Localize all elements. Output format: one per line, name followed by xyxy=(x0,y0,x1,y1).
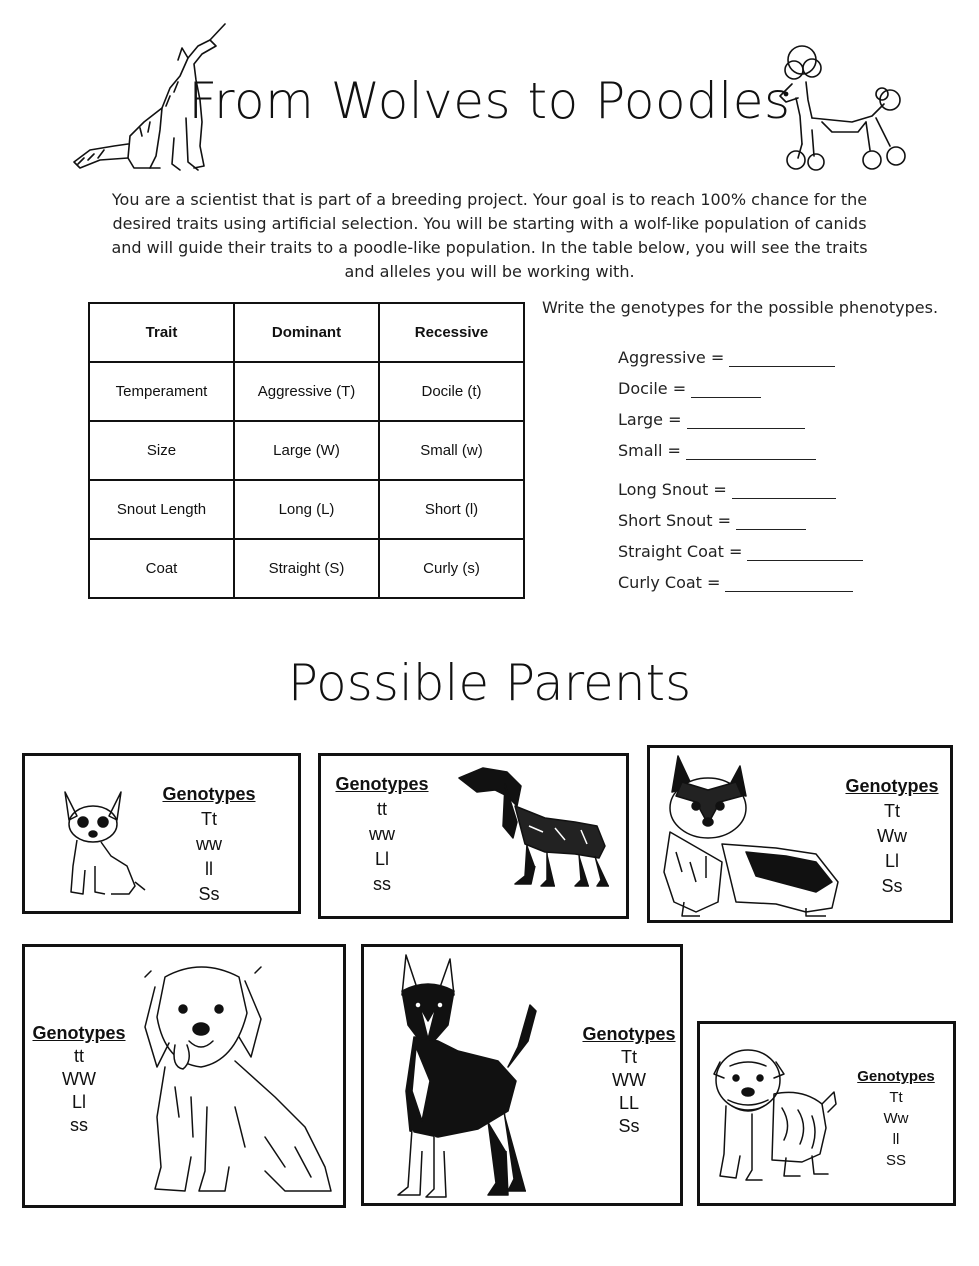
table-cell: Small (w) xyxy=(379,421,524,480)
table-header-row xyxy=(89,303,524,362)
phenotype-label: Short Snout = xyxy=(618,511,732,530)
page-title: From Wolves to Poodles xyxy=(188,72,791,130)
table-header: Dominant xyxy=(234,303,379,362)
answer-blank[interactable] xyxy=(725,578,853,592)
phenotype-label: Small = xyxy=(618,441,681,460)
answer-blank[interactable] xyxy=(732,485,836,499)
phenotype-row xyxy=(618,561,863,592)
genotypes-heading: Genotypes xyxy=(335,774,429,794)
answer-blank[interactable] xyxy=(747,547,863,561)
table-cell: Snout Length xyxy=(89,480,234,539)
genotype-value: ss xyxy=(373,874,391,894)
genotypes-heading: Genotypes xyxy=(582,1024,676,1044)
genotype-list xyxy=(836,774,948,899)
genotype-value: Tt xyxy=(621,1047,637,1067)
genotype-list xyxy=(576,1023,682,1138)
phenotype-row xyxy=(618,499,863,530)
genotype-value: Ll xyxy=(884,851,899,871)
phenotype-row xyxy=(618,530,863,561)
phenotype-label: Long Snout = xyxy=(618,480,727,499)
shar-pei-icon xyxy=(712,1044,840,1186)
genotype-value: Ss xyxy=(198,884,220,904)
dachshund-icon xyxy=(455,766,615,894)
genotype-value: Ww xyxy=(883,1110,909,1127)
table-cell: Large (W) xyxy=(234,421,379,480)
corgi-icon xyxy=(656,752,846,918)
answer-blank[interactable] xyxy=(687,415,805,429)
genotype-value: SS xyxy=(885,1152,906,1169)
genotype-list xyxy=(327,772,437,897)
parent-card-corgi xyxy=(647,745,953,923)
chihuahua-icon xyxy=(55,786,150,901)
genotype-list xyxy=(149,782,269,907)
table-row xyxy=(89,480,524,539)
table-cell: Curly (s) xyxy=(379,539,524,598)
phenotype-row xyxy=(618,367,863,398)
genotype-value: LL xyxy=(618,1093,640,1113)
genotypes-heading: Genotypes xyxy=(857,1068,935,1085)
genotype-value: Tt xyxy=(884,801,900,821)
table-cell: Docile (t) xyxy=(379,362,524,421)
genotype-list xyxy=(27,1022,131,1137)
parent-card-golden-retriever xyxy=(22,944,346,1208)
genotype-value: tt xyxy=(73,1046,84,1066)
phenotype-row xyxy=(618,468,863,499)
genotypes-heading: Genotypes xyxy=(162,784,256,804)
table-cell: Temperament xyxy=(89,362,234,421)
table-row xyxy=(89,362,524,421)
genotype-value: ww xyxy=(369,824,395,844)
table-cell: Aggressive (T) xyxy=(234,362,379,421)
parent-card-dachshund xyxy=(318,753,629,919)
doberman-icon xyxy=(388,951,558,1203)
genotypes-heading: Genotypes xyxy=(845,776,939,796)
phenotype-label: Curly Coat = xyxy=(618,573,721,592)
phenotype-label: Large = xyxy=(618,410,682,429)
table-cell: Size xyxy=(89,421,234,480)
genotype-list xyxy=(846,1066,946,1171)
genotype-value: ss xyxy=(70,1115,88,1135)
answer-blank[interactable] xyxy=(729,353,835,367)
answer-blank[interactable] xyxy=(691,384,761,398)
table-row xyxy=(89,421,524,480)
table-cell: Short (l) xyxy=(379,480,524,539)
genotype-value: Tt xyxy=(889,1089,903,1106)
genotype-value: Ss xyxy=(618,1116,640,1136)
golden-retriever-icon xyxy=(135,957,340,1199)
genotype-value: Ss xyxy=(881,876,903,896)
table-cell: Straight (S) xyxy=(234,539,379,598)
traits-table xyxy=(88,302,525,599)
genotype-value: ll xyxy=(892,1131,900,1148)
answer-blank[interactable] xyxy=(736,516,806,530)
phenotype-label: Straight Coat = xyxy=(618,542,743,561)
genotype-value: ll xyxy=(205,859,213,879)
parent-card-doberman xyxy=(361,944,683,1206)
table-cell: Long (L) xyxy=(234,480,379,539)
phenotype-label: Docile = xyxy=(618,379,687,398)
intro-paragraph: You are a scientist that is part of a breeding project. Your goal is to reach 100% chance for the desired traits using artificial selection. You will be starting with a wolf-like population of canids and will guide their traits to a poodle-like population. In the table below, you will see the traits and alleles you will be working with. xyxy=(111,190,868,281)
table-row xyxy=(89,539,524,598)
phenotype-label: Aggressive = xyxy=(618,348,725,367)
phenotype-row xyxy=(618,429,863,460)
genotype-value: ww xyxy=(196,834,222,854)
genotype-value: Tt xyxy=(201,809,217,829)
genotype-value: WW xyxy=(62,1069,96,1089)
phenotype-answer-list xyxy=(618,336,863,592)
genotype-value: tt xyxy=(376,799,387,819)
phenotype-row xyxy=(618,398,863,429)
genotype-value: Ll xyxy=(374,849,389,869)
genotype-value: WW xyxy=(612,1070,646,1090)
genotype-value: Ww xyxy=(877,826,907,846)
parent-card-shar-pei xyxy=(697,1021,956,1206)
phenotype-row xyxy=(618,336,863,367)
table-header: Recessive xyxy=(379,303,524,362)
table-header: Trait xyxy=(89,303,234,362)
section-title-possible-parents: Possible Parents xyxy=(287,654,692,712)
genotype-prompt: Write the genotypes for the possible phenotypes. xyxy=(542,298,939,317)
genotype-value: Ll xyxy=(71,1092,86,1112)
genotypes-heading: Genotypes xyxy=(32,1023,126,1043)
table-cell: Coat xyxy=(89,539,234,598)
parent-card-chihuahua xyxy=(22,753,301,914)
answer-blank[interactable] xyxy=(686,446,816,460)
